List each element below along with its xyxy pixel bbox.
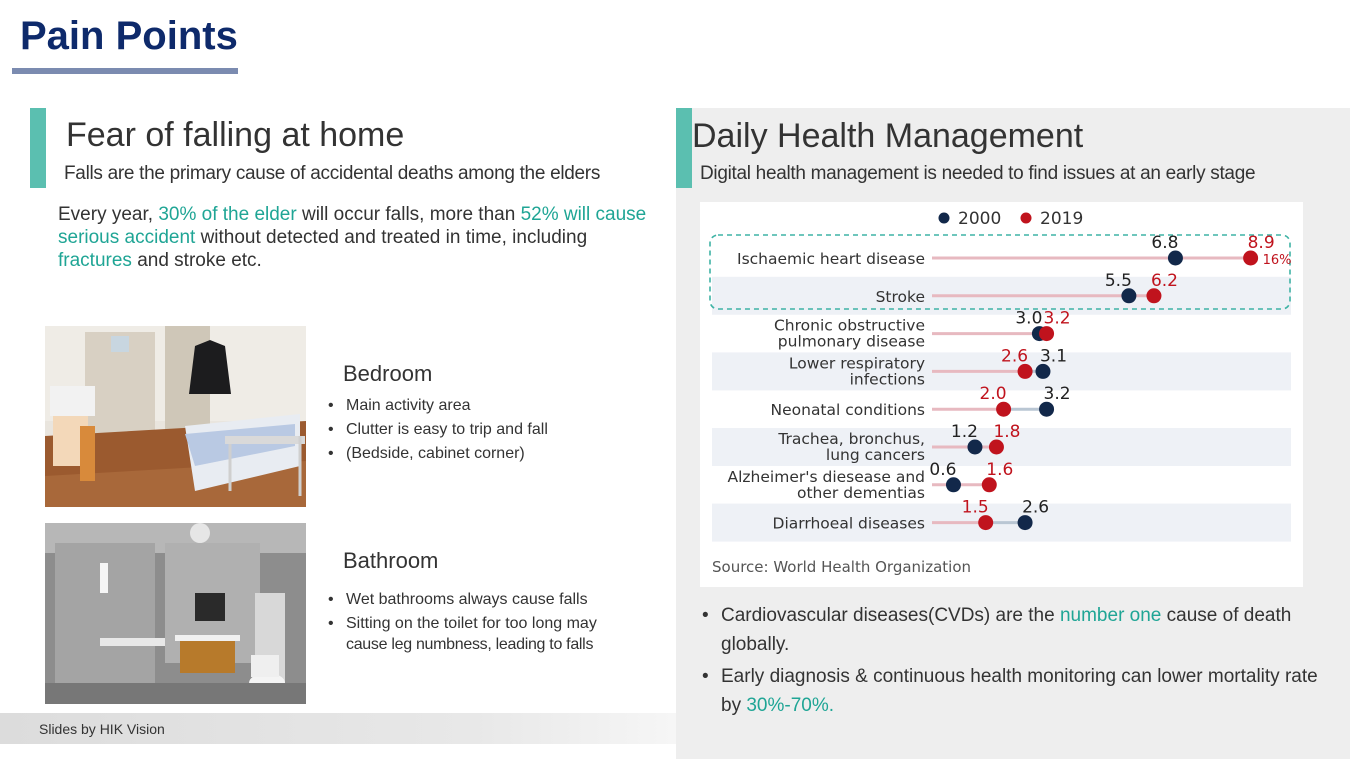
category-label: Lower respiratory <box>788 354 925 373</box>
value-label-2000: 1.2 <box>950 422 978 442</box>
bedroom-bullet: • (Bedside, cabinet corner) <box>328 442 548 466</box>
value-label-2000: 3.2 <box>1043 384 1071 405</box>
right-section-subtitle: Digital health management is needed to find issues at an early stage <box>700 163 1256 184</box>
legend-marker-2000 <box>939 213 950 224</box>
chart-row <box>728 460 1014 502</box>
bathroom-title: Bathroom <box>343 548 439 573</box>
category-label: other dementias <box>796 483 925 502</box>
bedroom-bullets <box>328 394 548 466</box>
intro-text: and stroke etc. <box>131 250 262 271</box>
value-label-2000: 5.5 <box>1104 270 1132 291</box>
left-section-subtitle: Falls are the primary cause of accidental deaths among the elders <box>64 163 601 184</box>
value-label-2000: 2.6 <box>1022 497 1050 518</box>
intro-highlight: fractures <box>58 250 132 271</box>
footer-text: Slides by HIK Vision <box>39 721 165 737</box>
legend-label-2000: 2000 <box>958 209 1002 229</box>
category-label: Neonatal conditions <box>770 401 925 420</box>
cvd-text: globally. <box>721 634 790 655</box>
category-label: Alzheimer's diesease and <box>727 467 925 486</box>
page-title: Pain Points <box>20 14 238 58</box>
intro-highlight: 52% will cause serious accident <box>58 204 647 248</box>
bathroom-bullet: • Wet bathrooms always cause falls <box>328 588 597 612</box>
value-label-2019: 3.2 <box>1043 308 1071 329</box>
value-label-2019: 1.6 <box>986 459 1014 480</box>
value-label-2019: 1.5 <box>961 497 989 518</box>
legend-label-2019: 2019 <box>1040 209 1084 229</box>
value-label-2000: 0.6 <box>929 459 957 480</box>
category-label: Trachea, bronchus, <box>778 430 925 448</box>
dumbbell-chart <box>700 202 1303 587</box>
chart-row <box>774 309 1071 351</box>
value-label-2019: 2.0 <box>979 384 1007 405</box>
category-label: Diarrhoeal diseases <box>772 514 925 533</box>
category-label: Stroke <box>875 287 925 306</box>
cvd-text: Cardiovascular diseases(CVDs) are the <box>721 605 1060 626</box>
bathroom-bullet: • Sitting on the toilet for too long may <box>328 612 597 636</box>
category-label: lung cancers <box>825 446 925 464</box>
category-label: infections <box>849 370 925 389</box>
bathroom-bullets <box>328 588 597 636</box>
right-accent-bar <box>676 108 692 188</box>
value-label-2000: 3.0 <box>1015 308 1043 329</box>
cvd-bullets <box>700 601 1330 723</box>
intro-text: without detected and treated in time, including <box>195 227 588 248</box>
value-label-2019: 1.8 <box>993 422 1021 442</box>
intro-paragraph <box>58 203 658 272</box>
left-section-title: Fear of falling at home <box>66 116 405 154</box>
value-label-2019: 2.6 <box>1001 346 1029 367</box>
cvd-highlight: 30%-70%. <box>746 695 835 716</box>
intro-highlight: 30% of the elder <box>158 204 297 225</box>
value-label-2000: 6.8 <box>1151 233 1179 253</box>
category-label: Chronic obstructive <box>773 316 925 335</box>
cvd-text: by <box>721 695 747 716</box>
growth-annotation: 16% <box>1262 253 1292 268</box>
bedroom-title: Bedroom <box>343 361 433 386</box>
footer-bar <box>0 713 676 744</box>
left-accent-bar <box>30 108 46 188</box>
legend-marker-2019 <box>1021 213 1032 224</box>
cvd-text: Early diagnosis & continuous health monitoring can lower mortality rate <box>721 666 1318 687</box>
intro-text: will occur falls, more than <box>296 204 521 225</box>
chart-container <box>700 202 1303 587</box>
intro-text: Every year, <box>58 204 159 225</box>
value-label-2019: 6.2 <box>1150 270 1179 291</box>
title-underline <box>12 68 238 74</box>
value-label-2000: 3.1 <box>1039 346 1068 367</box>
bedroom-bullet: • Clutter is easy to trip and fall <box>328 418 548 442</box>
cvd-highlight: number one <box>1059 605 1162 626</box>
right-section-title: Daily Health Management <box>692 117 1084 155</box>
category-label: pulmonary disease <box>777 332 925 351</box>
cvd-bullet <box>700 601 1330 659</box>
bedroom-photo <box>45 326 306 507</box>
value-label-2019: 8.9 <box>1247 233 1275 253</box>
category-label: Ischaemic heart disease <box>737 250 925 268</box>
chart-source: Source: World Health Organization <box>712 558 972 576</box>
bathroom-photo <box>45 523 306 704</box>
bathroom-bullet-continuation: cause leg numbness, leading to falls <box>346 636 594 653</box>
chart-row <box>737 233 1292 268</box>
cvd-text: cause of death <box>1161 605 1292 626</box>
cvd-bullet <box>700 662 1330 720</box>
bedroom-bullet: • Main activity area <box>328 394 548 418</box>
